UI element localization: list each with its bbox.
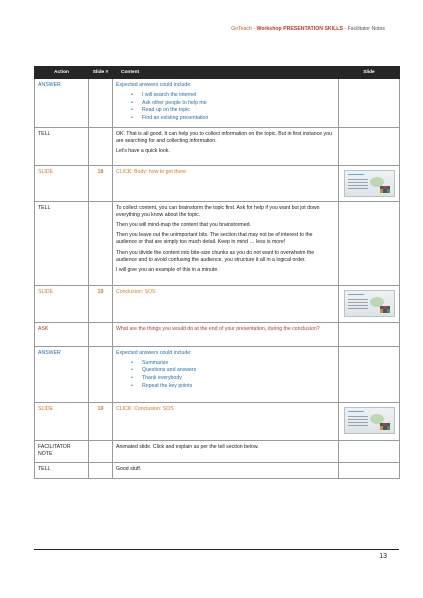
row-slide-cell bbox=[339, 462, 400, 478]
row-slide-number: 19 bbox=[89, 285, 113, 322]
paragraph: Then you leave out the unimportant bits. The section that may not be of interest to the audience or that are simply too much detail. Keep in mind … less is more! bbox=[116, 232, 313, 246]
table-row bbox=[35, 440, 400, 462]
paragraph: I will give you an example of this in a minute. bbox=[116, 267, 219, 273]
row-content bbox=[113, 201, 339, 285]
row-action: ANSWER bbox=[35, 79, 89, 128]
row-action: TELL bbox=[35, 127, 89, 165]
row-action: SLIDE bbox=[35, 165, 89, 201]
slide-thumbnail bbox=[344, 290, 395, 317]
row-content: CLICK: Conclusion: SOS bbox=[113, 402, 339, 440]
row-slide-number: 18 bbox=[89, 165, 113, 201]
column-header-slide: Slide bbox=[339, 67, 400, 79]
table-row bbox=[35, 127, 400, 165]
row-content: Good stuff. bbox=[113, 462, 339, 478]
row-slide-number bbox=[89, 346, 113, 402]
paragraph: OK. That is all good. It can help you to collect information on the topic. But in first instance you are searching for and collecting information. bbox=[116, 130, 332, 144]
answer-intro: Expected answers could include: bbox=[116, 349, 192, 356]
row-slide-cell bbox=[339, 285, 400, 322]
list-item: • Summarize bbox=[142, 360, 335, 368]
row-action: SLIDE bbox=[35, 402, 89, 440]
header-workshop-title: Workshop PRESENTATION SKILLS bbox=[256, 26, 343, 32]
list-item: • I will search the internet bbox=[142, 92, 335, 100]
row-slide-cell bbox=[339, 165, 400, 201]
answer-intro: Expected answers could include: bbox=[116, 82, 192, 88]
row-action: TELL bbox=[35, 201, 89, 285]
row-action: ANSWER bbox=[35, 346, 89, 402]
row-content bbox=[113, 127, 339, 165]
row-slide-number bbox=[89, 322, 113, 346]
list-item: • Questions and answers bbox=[142, 367, 335, 375]
column-header-content: Content bbox=[113, 67, 339, 79]
table-row bbox=[35, 346, 400, 402]
list-item: • Repeat the key points bbox=[142, 383, 335, 391]
table-row bbox=[35, 79, 400, 128]
row-action: SLIDE bbox=[35, 285, 89, 322]
slide-thumbnail bbox=[344, 170, 395, 197]
row-slide-cell bbox=[339, 346, 400, 402]
list-item: • Find an existing presentation bbox=[142, 115, 335, 123]
table-row bbox=[35, 201, 400, 285]
table-row bbox=[35, 165, 400, 201]
paragraph: Let's have a quick look. bbox=[116, 147, 170, 154]
footer-divider bbox=[34, 549, 399, 550]
row-slide-number: 19 bbox=[89, 402, 113, 440]
slide-thumbnail bbox=[344, 407, 395, 434]
row-content: Conclusion: SOS bbox=[113, 285, 339, 322]
header-brand: GoTeach - bbox=[231, 26, 257, 32]
row-slide-cell bbox=[339, 201, 400, 285]
row-slide-cell bbox=[339, 440, 400, 462]
list-item: • Read up on the topic bbox=[142, 107, 335, 115]
answer-list bbox=[142, 360, 335, 390]
row-action: TELL bbox=[35, 462, 89, 478]
row-content bbox=[113, 346, 339, 402]
row-slide-number bbox=[89, 462, 113, 478]
page-header bbox=[231, 26, 385, 32]
row-action: FACILITATOR NOTE bbox=[35, 440, 89, 462]
row-slide-number bbox=[89, 440, 113, 462]
table-row bbox=[35, 322, 400, 346]
row-slide-cell bbox=[339, 127, 400, 165]
page-number: 13 bbox=[379, 553, 387, 560]
column-header-slide-number: Slide # bbox=[89, 67, 113, 79]
list-item: • Ask other people to help me bbox=[142, 100, 335, 108]
paragraph: Then you will mind-map the content that you brainstormed. bbox=[116, 221, 251, 228]
paragraph: To collect content, you can brainstorm the topic first. Ask for help if you want but jot down everything you know about the topic. bbox=[116, 204, 320, 218]
row-content: CLICK: Body: how to get there bbox=[113, 165, 339, 201]
row-slide-number bbox=[89, 127, 113, 165]
header-suffix: - Facilitator Notes bbox=[342, 26, 385, 32]
row-slide-number bbox=[89, 79, 113, 128]
answer-list bbox=[142, 92, 335, 122]
paragraph: Then you divide the content into bite-size chunks as you do not want to overwhelm the audience and to avoid confusing the audience, you structure it all in a logical order. bbox=[116, 249, 315, 263]
row-slide-cell bbox=[339, 79, 400, 128]
row-slide-number bbox=[89, 201, 113, 285]
row-slide-cell bbox=[339, 402, 400, 440]
row-slide-cell bbox=[339, 322, 400, 346]
table-header bbox=[35, 67, 400, 79]
facilitator-notes-table bbox=[34, 66, 400, 479]
table-row bbox=[35, 285, 400, 322]
row-content: What are the things you would do at the end of your presentation, during the conclusion? bbox=[113, 322, 339, 346]
row-content: Animated slide. Click and explain as per the tell section below. bbox=[113, 440, 339, 462]
row-action: ASK bbox=[35, 322, 89, 346]
table-row bbox=[35, 462, 400, 478]
column-header-action: Action bbox=[35, 67, 89, 79]
table-row bbox=[35, 402, 400, 440]
list-item: • Thank everybody bbox=[142, 375, 335, 383]
row-content bbox=[113, 79, 339, 128]
